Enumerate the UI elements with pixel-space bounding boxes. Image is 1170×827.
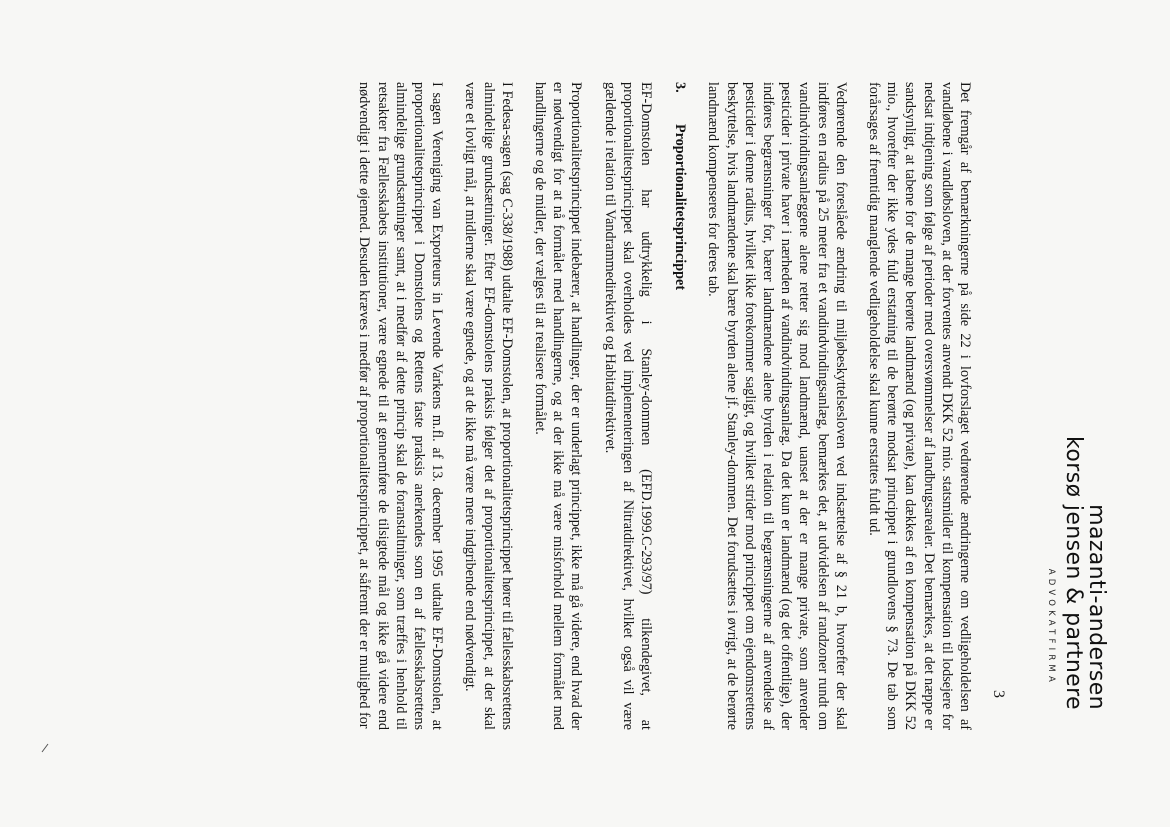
section-heading: [671, 82, 689, 730]
paragraph: Vedrørende den foreslåede ændring til miljøbeskyttelsesloven ved indsættelse af § 21 b, hvorefter der skal indføres en radius på 25 meter fra et vandindvindingsanlæg, bemærkes det, at udvidelsen af randzoner rundt om vandindvindingsanlæggene alene retter sig mod landmænd, uanset at der er mange private, som anvender pesticider i private haver i nærheden af vandindvindingsanlæg. Da det kun er landmænd (og det offentlige), der indføres begrænsninger for, bærer landmændene alene byrden i relation til begrænsningerne af anvendelse af pesticider i denne radius, hvilket ikke forekommer sagligt, og hvilket strider mod princippet om ejendomsrettens beskyttelse, hvis landmændene skal bære byrden alene jf. Stanley-dommen. Det forudsættes i øvrigt, at de berørte landmænd kompenseres for deres tab.: [705, 82, 849, 730]
letterhead-line1: mazanti-andersen: [1084, 504, 1109, 710]
paragraph: I Fedesa-sagen (sag C-338/1988) udtalte EF-Domstolen, at proportionalitetsprincippet hører til fællesskabsrettens almindelige grundsætninger. Efter EF-domstolens praksis følger det af proportionalitetsprincippet, at der skal være et lovligt mål, at midlerne skal være egnede, og at de ikke må være mere indgribende end nødvendigt.: [462, 82, 515, 730]
document-body: [340, 82, 974, 730]
paragraph: Proportionalitetsprincippet indebærer, at handlinger, der er underlagt princippet, ikke må gå videre, end hvad der er nødvendigt for at nå formålet med handlingerne, og at der ikke må være misforhold mellem formålet med handlingerne og de midler, der vælges til at realisere formålet.: [531, 82, 585, 730]
letterhead-logo: [1046, 250, 1108, 710]
letterhead-line2: korsø jensen & partnere: [1061, 436, 1086, 710]
paragraph: EF-Domstolen har udtrykkelig i Stanley-dommen (EFD.1999.C-293/97) tilkendegivet, at proportionalitetsprincippet skal overholdes ved implementeringen af Nitratdirektivet, hvilket også vil være gældende i relation til Vandrammedirektivet og Habitatdirektivet.: [601, 82, 654, 730]
section-title: Proportionalitetsprincippet: [672, 124, 689, 291]
letterhead-tagline: ADVOKATFIRMA: [1046, 568, 1056, 686]
section-number: 3.: [672, 82, 689, 93]
paragraph: Det fremgår af bemærkningerne på side 22 i lovforslaget vedrørende ændringerne om vedligeholdelsen af vandløbene i vandløbsloven, at der forventes anvendt DKK 52 mio. statsmidler til kompensation til lodsejere for nedsat indtjening som følge af perioder med oversvømmelser af landbrugsarealer. Det bemærkes, at det næppe er sandsynligt, at tabene for de mange berørte landmænd (og private), kan dækkes af en kompensation på DKK 52 mio., hvorefter der ikke ydes fuld erstatning til de berørte modsat princippet i grundlovens § 73. De tab som forårsages af fremtidig manglende vedligeholdelse skal kunne erstattes fuldt ud.: [865, 82, 973, 730]
scan-speck-decoration: [40, 740, 54, 754]
page-number: 3: [990, 690, 1007, 698]
paragraph: I sagen Vereniging van Exporteurs in Levende Varkens m.fl. af 13. december 1995 udtalte EF-Domstolen, at proportionalitetsprincippet i Domstolens og Rettens faste praksis anerkendes som en af fællesskabsrettens almindelige grundsætninger samt, at i medfør af dette princip skal de foranstaltninger, som træffes i henhold til retsakter fra Fællesskabets institutioner, være egnede til at gennemføre de tilsigtede mål og ikke gå videre end nødvendigt i dette øjemed. Desuden kræves i medfør af proportionalitetsprincippet, at såfremt der er mulighed for: [356, 82, 446, 730]
